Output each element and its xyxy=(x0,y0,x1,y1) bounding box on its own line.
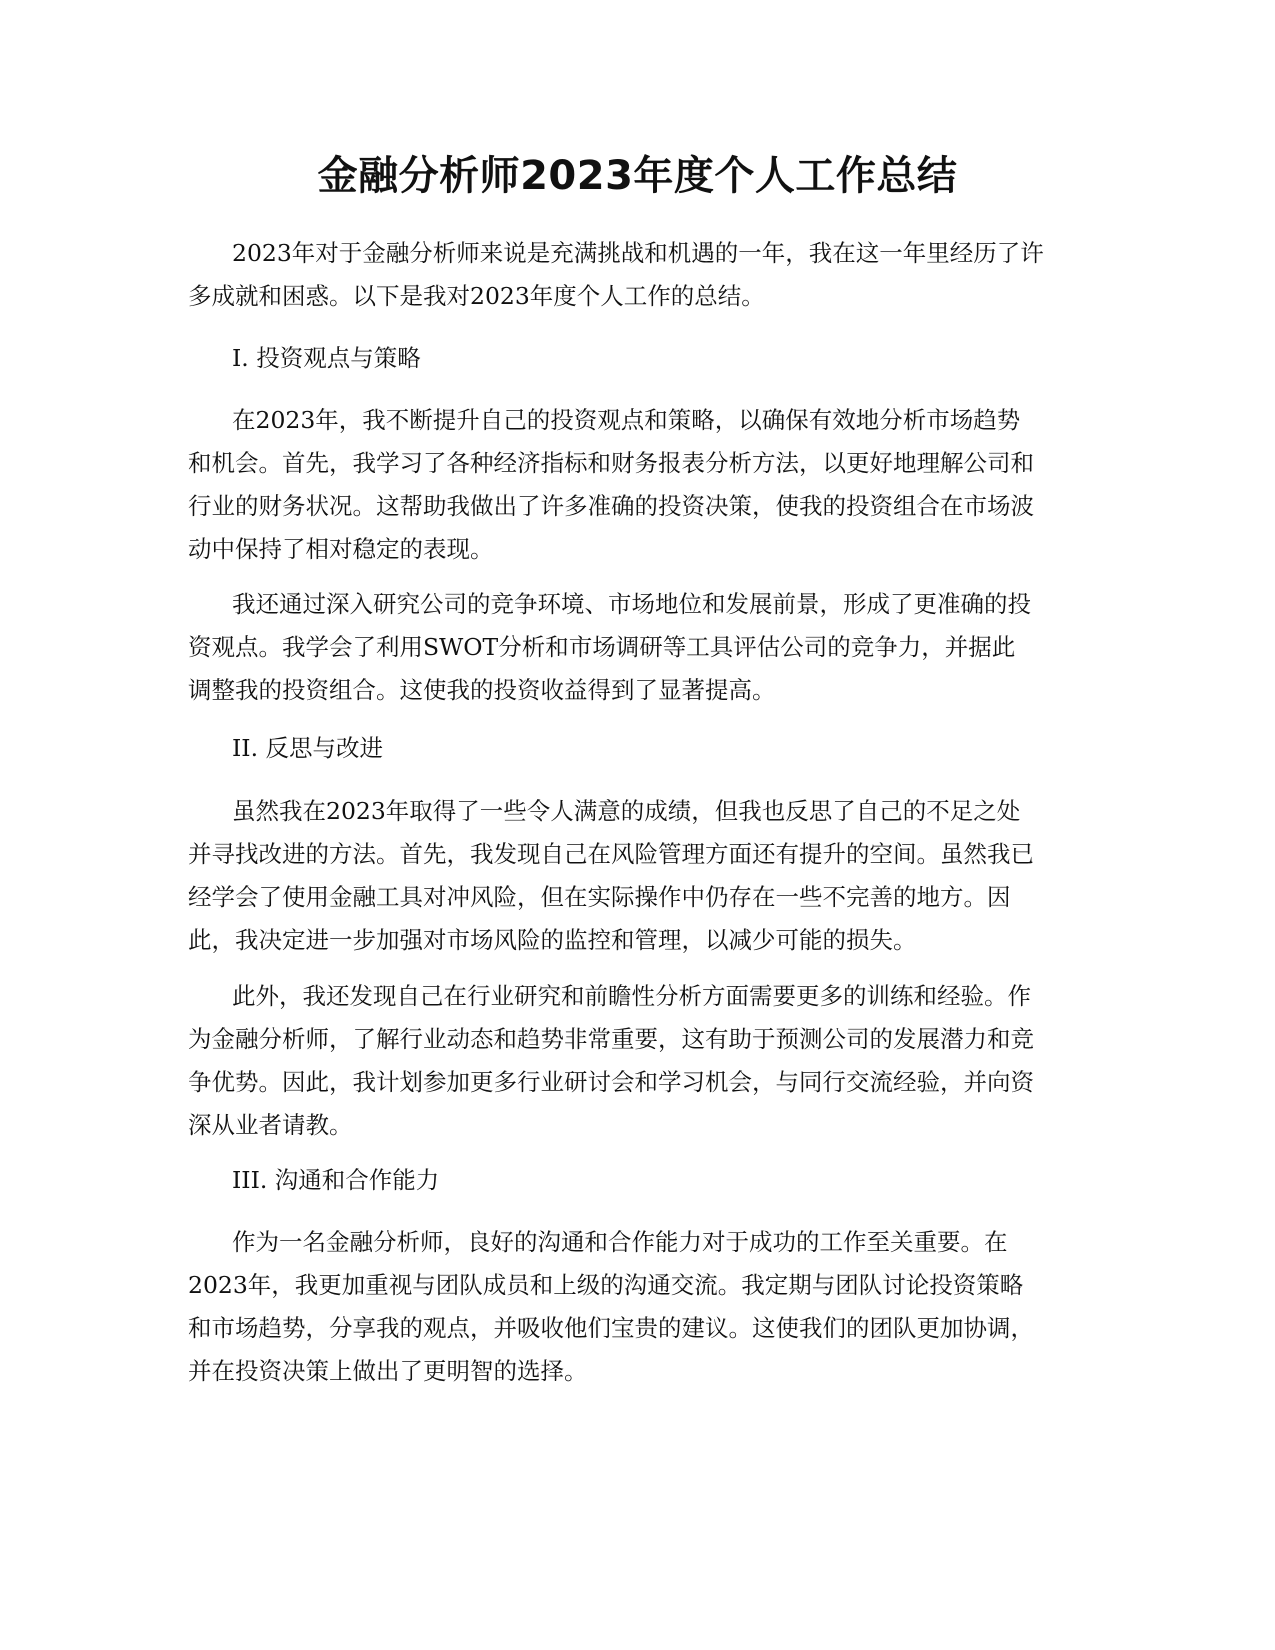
s1p2-line-1: 我还通过深入研究公司的竞争环境、市场地位和发展前景，形成了更准确的投 xyxy=(232,590,1031,618)
section-2-heading: II. 反思与改进 xyxy=(232,734,384,762)
s1p2-line-3: 调整我的投资组合。这使我的投资收益得到了显著提高。 xyxy=(188,676,776,704)
section-2-paragraph-1 xyxy=(188,790,1088,962)
s2p2-line-1: 此外，我还发现自己在行业研究和前瞻性分析方面需要更多的训练和经验。作 xyxy=(232,982,1031,1010)
s1p1-line-4: 动中保持了相对稳定的表现。 xyxy=(188,535,494,563)
section-1-heading: I. 投资观点与策略 xyxy=(232,344,421,372)
section-1-paragraph-2 xyxy=(188,583,1088,712)
s2p2-line-3: 争优势。因此，我计划参加更多行业研讨会和学习机会，与同行交流经验，并向资 xyxy=(188,1068,1034,1096)
s2p2-line-4: 深从业者请教。 xyxy=(188,1111,353,1139)
document-title: 金融分析师2023年度个人工作总结 xyxy=(317,153,958,199)
s3p1-line-2: 2023年，我更加重视与团队成员和上级的沟通交流。我定期与团队讨论投资策略 xyxy=(188,1271,1024,1299)
s3p1-line-3: 和市场趋势，分享我的观点，并吸收他们宝贵的建议。这使我们的团队更加协调， xyxy=(188,1314,1034,1342)
section-2-paragraph-2 xyxy=(188,975,1088,1147)
s1p1-line-3: 行业的财务状况。这帮助我做出了许多准确的投资决策，使我的投资组合在市场波 xyxy=(188,492,1034,520)
intro-line-1: 2023年对于金融分析师来说是充满挑战和机遇的一年，我在这一年里经历了许 xyxy=(232,239,1044,267)
s2p2-line-2: 为金融分析师，了解行业动态和趋势非常重要，这有助于预测公司的发展潜力和竞 xyxy=(188,1025,1034,1053)
s2p1-line-1: 虽然我在2023年取得了一些令人满意的成绩，但我也反思了自己的不足之处 xyxy=(232,797,1021,825)
s3p1-line-1: 作为一名金融分析师，良好的沟通和合作能力对于成功的工作至关重要。在 xyxy=(232,1228,1008,1256)
s2p1-line-3: 经学会了使用金融工具对冲风险，但在实际操作中仍存在一些不完善的地方。因 xyxy=(188,883,1011,911)
s1p1-line-1: 在2023年，我不断提升自己的投资观点和策略，以确保有效地分析市场趋势 xyxy=(232,406,1021,434)
s2p1-line-4: 此，我决定进一步加强对市场风险的监控和管理，以减少可能的损失。 xyxy=(188,926,917,954)
intro-paragraph xyxy=(188,232,1088,318)
section-3-paragraph-1 xyxy=(188,1221,1088,1393)
s3p1-line-4: 并在投资决策上做出了更明智的选择。 xyxy=(188,1357,588,1385)
s2p1-line-2: 并寻找改进的方法。首先，我发现自己在风险管理方面还有提升的空间。虽然我已 xyxy=(188,840,1034,868)
section-3-heading: III. 沟通和合作能力 xyxy=(232,1166,440,1194)
s1p2-line-2: 资观点。我学会了利用SWOT分析和市场调研等工具评估公司的竞争力，并据此 xyxy=(188,633,1016,661)
s1p1-line-2: 和机会。首先，我学习了各种经济指标和财务报表分析方法，以更好地理解公司和 xyxy=(188,449,1034,477)
intro-line-2: 多成就和困惑。以下是我对2023年度个人工作的总结。 xyxy=(188,282,765,310)
section-1-paragraph-1 xyxy=(188,399,1088,571)
